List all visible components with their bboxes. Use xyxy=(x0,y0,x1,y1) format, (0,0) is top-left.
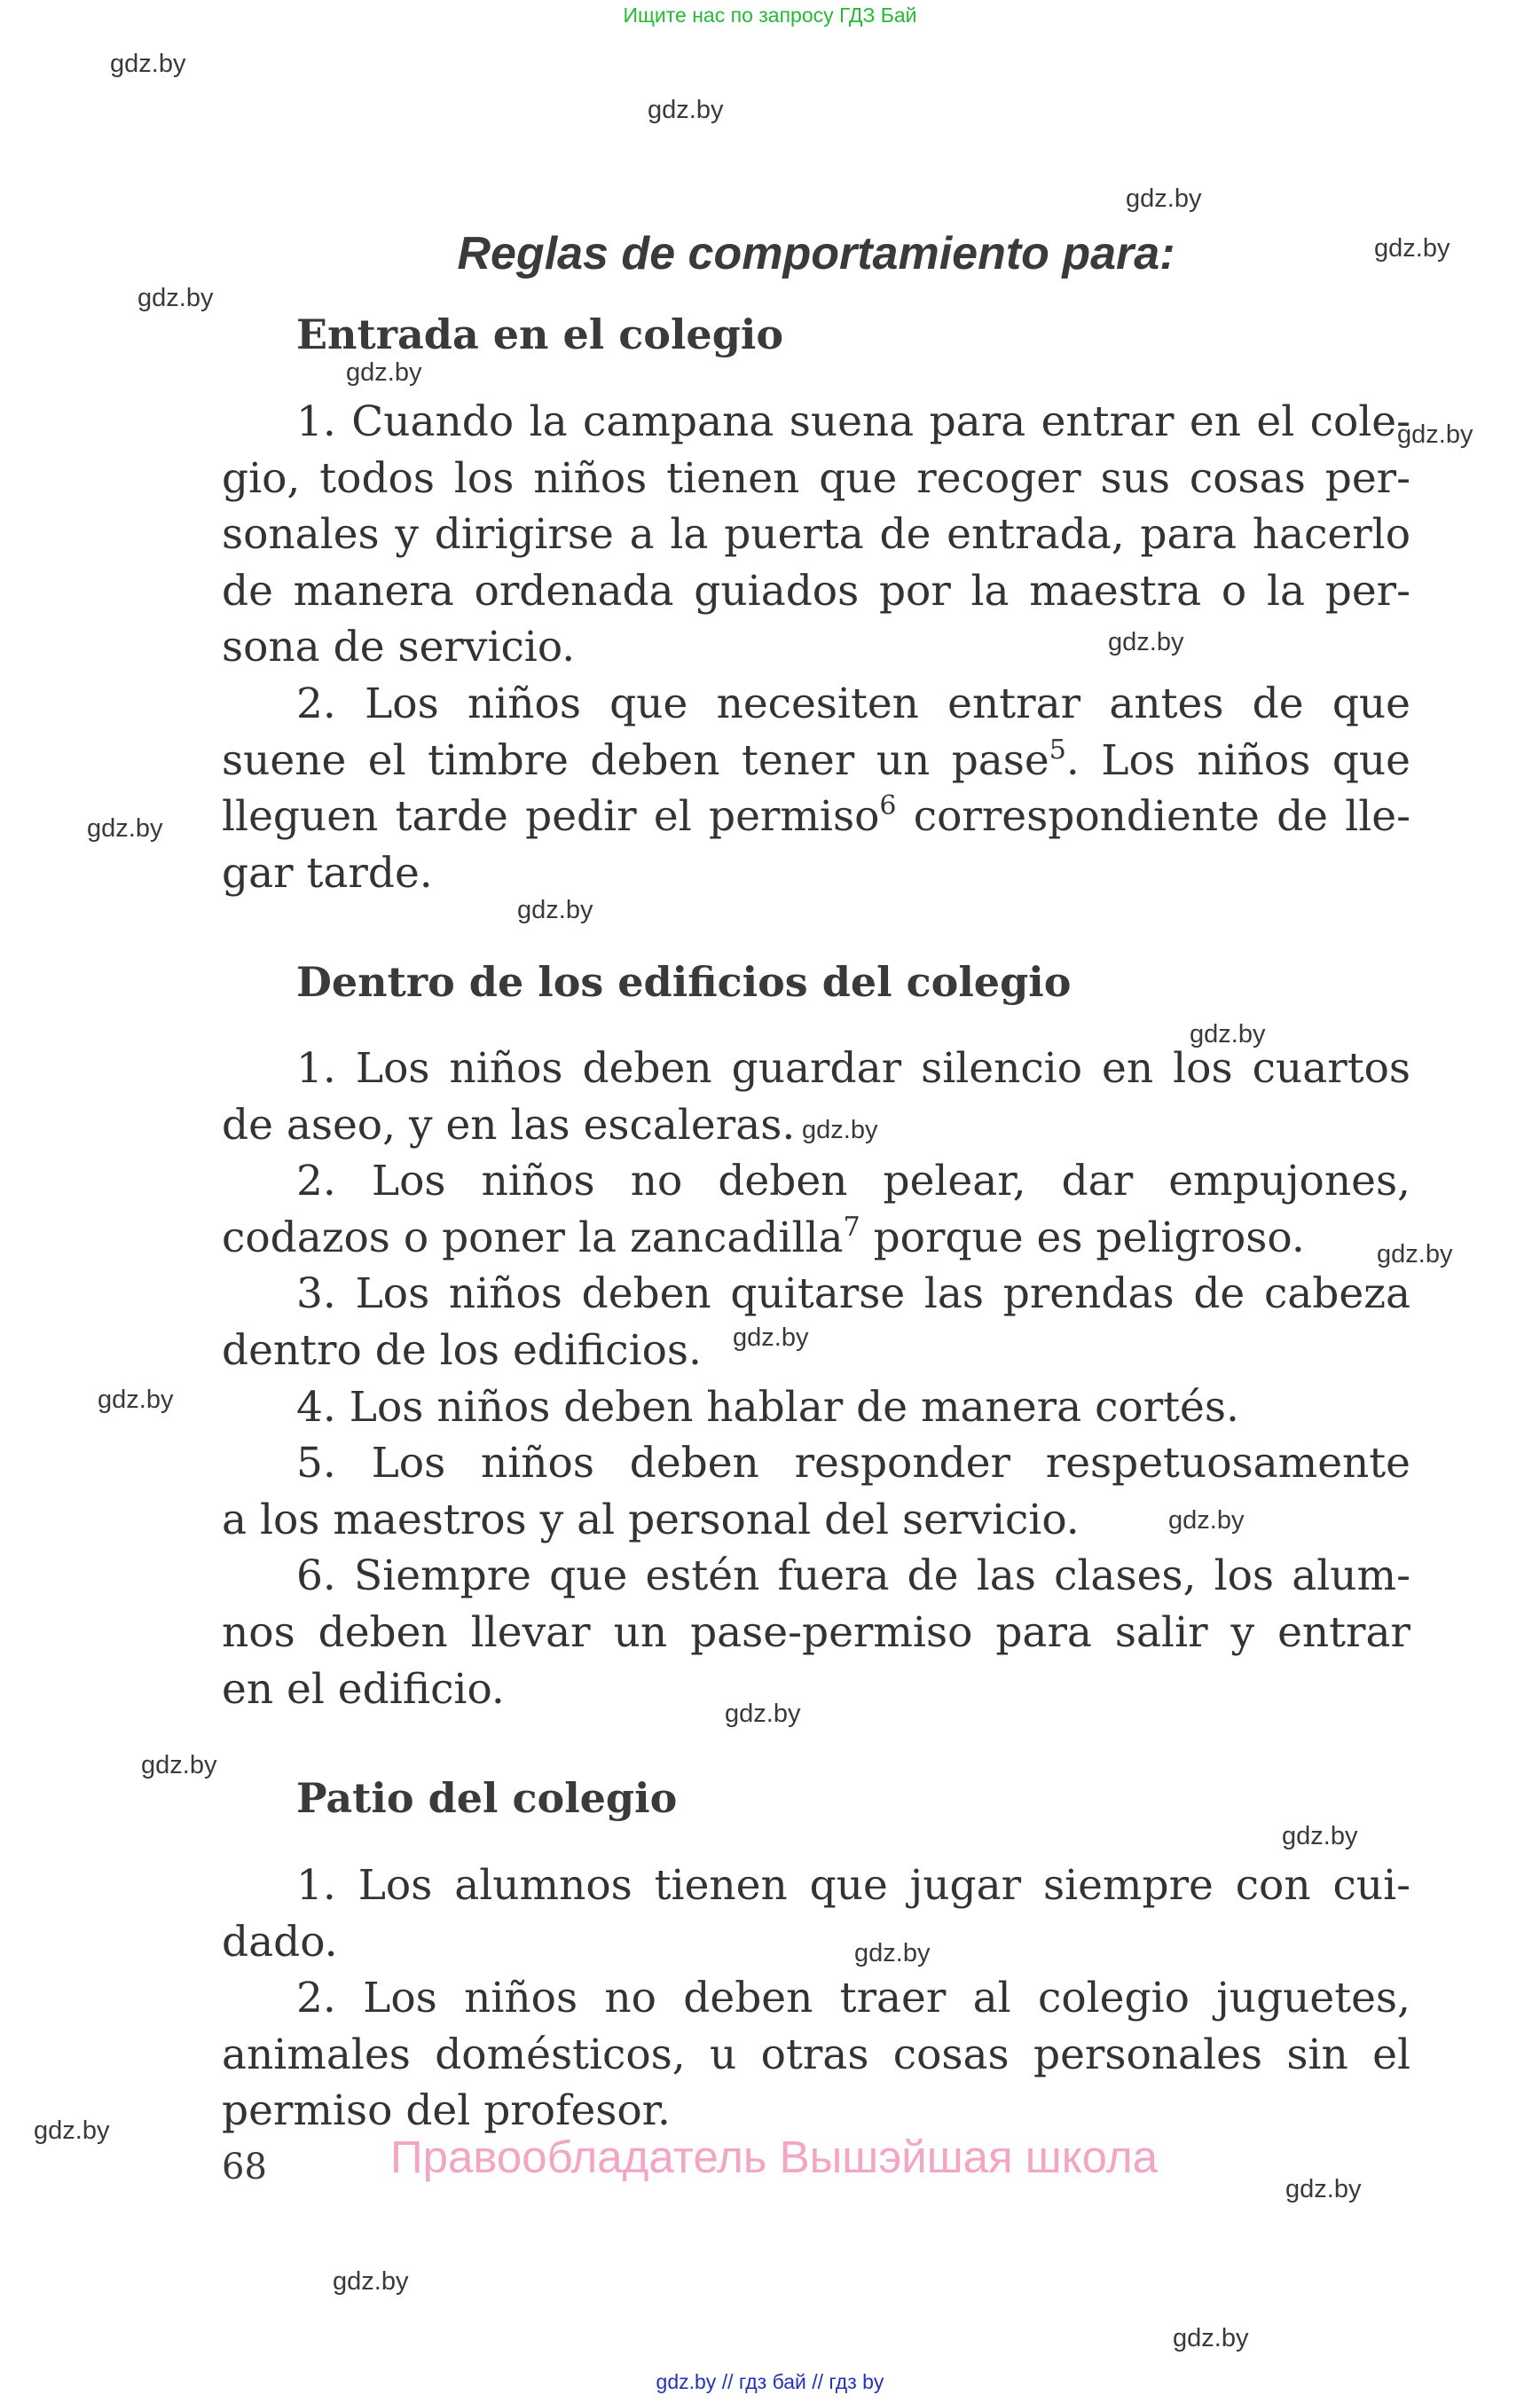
section-heading-patio: Patio del colegio xyxy=(296,1774,678,1822)
text-line: permiso del profesor. xyxy=(222,2086,671,2136)
watermark: gdz.by xyxy=(141,1751,217,1779)
watermark: gdz.by xyxy=(110,50,186,78)
top-banner: Ищите нас по запросу ГДЗ Бай xyxy=(623,4,917,27)
text-line: gio, todos los niños tienen que recoger sus cosas per- xyxy=(222,453,1410,503)
text-fragment: correspondiente de lle- xyxy=(896,792,1410,842)
watermark: gdz.by xyxy=(854,1939,931,1967)
text-line: 2. Los niños no deben pelear, dar empujones, xyxy=(296,1157,1410,1206)
footnote-marker: 6 xyxy=(879,790,897,822)
text-line: 1. Cuando la campana suena para entrar en el cole- xyxy=(296,397,1410,446)
watermark: gdz.by xyxy=(1374,234,1450,263)
text-line: gar tarde. xyxy=(222,848,433,898)
watermark: gdz.by xyxy=(1168,1506,1245,1535)
watermark: gdz.by xyxy=(517,896,593,924)
text-line xyxy=(222,789,1410,845)
watermark: gdz.by xyxy=(648,96,724,124)
watermark: gdz.by xyxy=(802,1116,878,1144)
watermark: gdz.by xyxy=(333,2267,409,2296)
text-line: 5. Los niños deben responder respetuosamente xyxy=(296,1439,1410,1488)
text-line: 1. Los alumnos tienen que jugar siempre con cui- xyxy=(296,1861,1410,1910)
text-line: 3. Los niños deben quitarse las prendas de cabeza xyxy=(296,1269,1410,1319)
section-body-entrada xyxy=(222,394,1410,901)
text-line: 1. Los niños deben guardar silencio en los cuartos xyxy=(296,1044,1410,1093)
text-line: nos deben llevar un pase-permiso para salir y entrar xyxy=(222,1607,1410,1657)
watermark: gdz.by xyxy=(1397,420,1473,449)
text-fragment: . Los niños que xyxy=(1065,735,1410,785)
watermark: gdz.by xyxy=(1190,1020,1266,1048)
page-title: Reglas de comportamiento para: xyxy=(457,228,1175,279)
footer-links[interactable]: gdz.by // гдз бай // гдз by xyxy=(656,2370,884,2393)
watermark: gdz.by xyxy=(87,814,163,843)
watermark: gdz.by xyxy=(725,1700,801,1728)
text-line: sona de servicio. xyxy=(222,623,576,672)
page-number: 68 xyxy=(222,2147,267,2187)
text-line: 2. Los niños no deben traer al colegio juguetes, xyxy=(296,1974,1410,2023)
text-fragment: lleguen tarde pedir el permiso xyxy=(222,792,880,842)
watermark: gdz.by xyxy=(98,1386,174,1414)
section-body-dentro xyxy=(222,1041,1410,1717)
watermark: gdz.by xyxy=(1173,2324,1249,2352)
watermark: gdz.by xyxy=(1108,628,1184,656)
text-line: 6. Siempre que estén fuera de las clases, los alum- xyxy=(296,1551,1410,1601)
text-fragment: codazos o poner la zancadilla xyxy=(222,1213,844,1262)
text-line: 4. Los niños deben hablar de manera cortés. xyxy=(296,1382,1239,1432)
watermark: gdz.by xyxy=(346,358,422,387)
text-line: en el edificio. xyxy=(222,1664,505,1714)
text-line xyxy=(222,733,1410,789)
text-line: dentro de los edificios. xyxy=(222,1325,702,1375)
text-line: dado. xyxy=(222,1917,338,1967)
watermark: gdz.by xyxy=(1377,1240,1453,1268)
text-line: a los maestros y al personal del servicio. xyxy=(222,1495,1080,1544)
text-line: de aseo, y en las escaleras. xyxy=(222,1100,796,1150)
text-line: de manera ordenada guiados por la maestra o la per- xyxy=(222,566,1410,616)
section-heading-dentro: Dentro de los edificios del colegio xyxy=(296,958,1072,1006)
text-line xyxy=(222,1210,1410,1267)
watermark: gdz.by xyxy=(733,1323,809,1352)
text-fragment: suene el timbre deben tener un pase xyxy=(222,735,1049,785)
watermark: gdz.by xyxy=(34,2116,110,2145)
text-line: animales domésticos, u otras cosas personales sin el xyxy=(222,2030,1410,2079)
section-body-patio xyxy=(222,1857,1410,2140)
footnote-marker: 5 xyxy=(1049,734,1066,766)
section-heading-entrada: Entrada en el colegio xyxy=(296,310,784,358)
copyright-notice: Правообладатель Вышэйшая школа xyxy=(390,2132,1158,2182)
text-line: 2. Los niños que necesiten entrar antes de que xyxy=(296,679,1410,728)
watermark: gdz.by xyxy=(1282,1822,1358,1850)
text-line: sonales y dirigirse a la puerta de entrada, para hacerlo xyxy=(222,510,1410,560)
watermark: gdz.by xyxy=(1285,2175,1362,2203)
watermark: gdz.by xyxy=(1126,185,1202,213)
text-fragment: porque es peligroso. xyxy=(860,1213,1305,1262)
watermark: gdz.by xyxy=(138,284,214,312)
footnote-marker: 7 xyxy=(843,1211,860,1243)
